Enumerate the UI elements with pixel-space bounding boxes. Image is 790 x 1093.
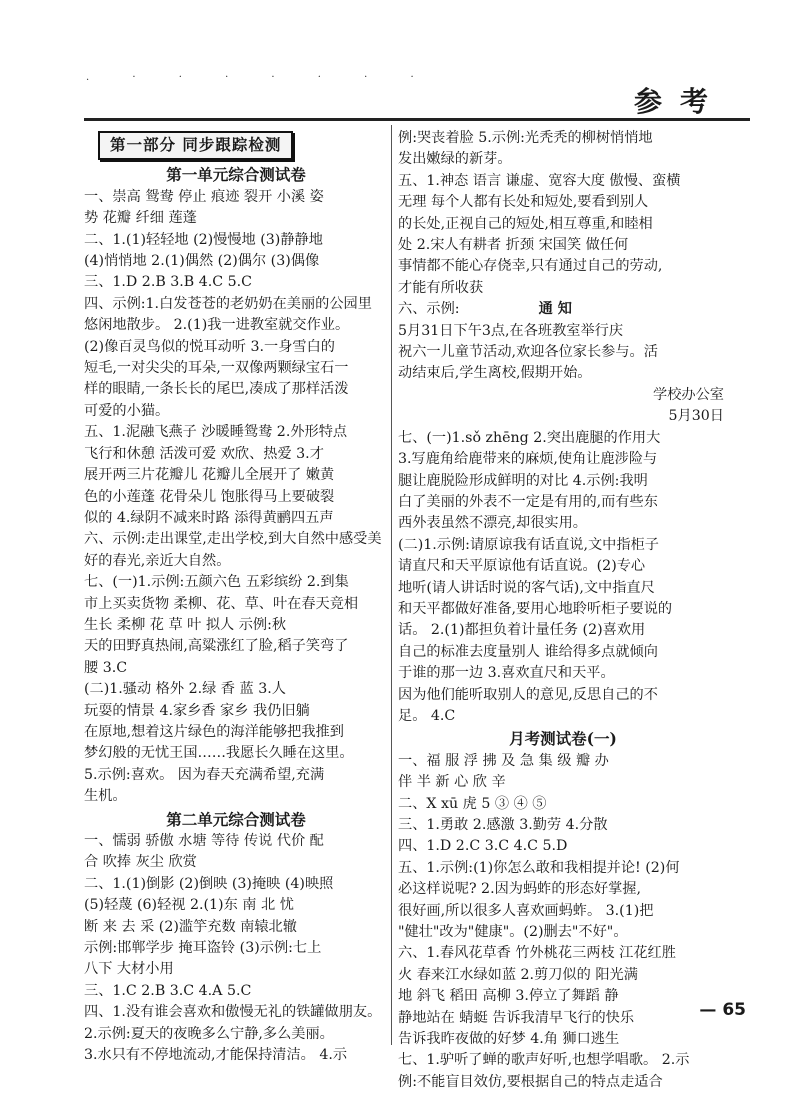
answer-line: 请直尺和天平原谅他有话直说。(2)专心 bbox=[398, 558, 646, 575]
answer-line: 的长处,正视自己的短处,相互尊重,和睦相 bbox=[398, 215, 653, 232]
answer-line: 玩耍的情景 4.家乡香 家乡 我仍旧躺 bbox=[84, 702, 310, 719]
monthly-test-title: 月考测试卷(一) bbox=[509, 729, 617, 749]
header-rule bbox=[84, 118, 750, 121]
answer-line: 地 斜飞 稻田 高柳 3.停立了舞蹈 静 bbox=[398, 988, 619, 1005]
answer-line: 事情都不能心存侥幸,只有通过自己的劳动, bbox=[398, 258, 663, 275]
answer-line: 似的 4.绿阴不减来时路 添得黄鹂四五声 bbox=[84, 509, 334, 526]
answer-line: 二、1.(1)倒影 (2)倒映 (3)掩映 (4)映照 bbox=[84, 875, 334, 892]
answer-line: (2)像百灵鸟似的悦耳动听 3.一身雪白的 bbox=[84, 338, 335, 355]
answer-line: 静地站在 蜻蜓 告诉我清早飞行的快乐 bbox=[398, 1009, 635, 1026]
answer-line: 很好画,所以很多人喜欢画蚂蚱。 3.(1)把 bbox=[398, 902, 654, 919]
notice-body bbox=[398, 321, 728, 385]
answer-line: "健壮"改为"健康"。(2)删去"不好"。 bbox=[398, 924, 628, 941]
answer-line: 好的春光,亲近大自然。 bbox=[84, 552, 231, 569]
column-divider bbox=[391, 125, 392, 1045]
answer-line: 五、1.泥融飞燕子 沙暖睡鸳鸯 2.外形特点 bbox=[84, 424, 348, 441]
answer-line: 西外表虽然不漂亮,却很实用。 bbox=[398, 515, 587, 532]
unit2-title: 第二单元综合测试卷 bbox=[166, 809, 306, 829]
answer-line: 短毛,一对尖尖的耳朵,一双像两颗绿宝石一 bbox=[84, 360, 349, 377]
answer-line: 一、崇高 鸳鸯 停止 痕迹 裂开 小溪 姿 bbox=[84, 188, 324, 205]
answer-line: 祝六一儿童节活动,欢迎各位家长参与。活 bbox=[398, 344, 658, 361]
scan-specks: . · · · · · · · bbox=[86, 72, 434, 83]
answer-line: 三、1.勇敢 2.感激 3.勤劳 4.分散 bbox=[398, 817, 608, 833]
answer-line: 七、1.驴听了蝉的歌声好听,也想学唱歌。 2.示 bbox=[398, 1052, 690, 1069]
notice-heading bbox=[398, 299, 728, 320]
answer-line: 必这样说呢? 2.因为蚂蚱的形态好掌握, bbox=[398, 881, 641, 898]
answer-line: 四、1.没有谁会喜欢和傲慢无礼的铁罐做朋友。 bbox=[84, 1004, 382, 1021]
answer-line: 色的小莲蓬 花骨朵儿 饱胀得马上要破裂 bbox=[84, 488, 335, 505]
notice-title: 通 知 bbox=[538, 301, 572, 318]
monthly-test-answers bbox=[398, 751, 728, 1093]
answer-line: (二)1.骚动 格外 2.绿 香 蓝 3.人 bbox=[84, 681, 286, 698]
answer-line: 无理 每个人都有长处和短处,要看到别人 bbox=[398, 194, 649, 211]
answer-line: 断 来 去 采 (2)滥竽充数 南辕北辙 bbox=[84, 918, 297, 935]
notice-date: 5月30日 bbox=[668, 408, 724, 425]
unit1-title: 第一单元综合测试卷 bbox=[166, 165, 306, 185]
answer-line: 展开两三片花瓣儿 花瓣儿全展开了 嫩黄 bbox=[84, 467, 335, 484]
answer-line: 3.写鹿角给鹿带来的麻烦,使角让鹿涉险与 bbox=[398, 451, 658, 468]
answer-line: 因为他们能听取别人的意见,反思自己的不 bbox=[398, 686, 658, 703]
answer-line: 一、懦弱 骄傲 水塘 等待 传说 代价 配 bbox=[84, 833, 324, 849]
answer-line: 自己的标准去度量别人 谁给得多点就倾向 bbox=[398, 643, 658, 660]
answer-line: (4)悄悄地 2.(1)偶然 (2)偶尔 (3)偶像 bbox=[84, 253, 320, 270]
answer-line: 足。 4.C bbox=[398, 707, 456, 724]
answer-line: 在原地,想着这片绿色的海洋能够把我推到 bbox=[84, 723, 344, 740]
answer-line: 势 花瓣 纤细 莲蓬 bbox=[84, 210, 197, 227]
answer-line: 告诉我昨夜做的好梦 4.角 狮口逃生 bbox=[398, 1031, 620, 1048]
unit2-answers bbox=[84, 831, 388, 1066]
answer-line: 和天平都做好准备,要用心地聆听柜子要说的 bbox=[398, 600, 673, 617]
answer-line: 三、1.D 2.B 3.B 4.C 5.C bbox=[84, 274, 253, 291]
answer-line: 火 春来江水绿如蓝 2.剪刀似的 阳光满 bbox=[398, 966, 638, 983]
left-column bbox=[84, 128, 388, 1066]
answer-line: 五、1.神态 语言 谦虚、宽容大度 傲慢、蛮横 bbox=[398, 172, 681, 189]
notice-label: 六、示例: bbox=[398, 301, 460, 318]
answer-line: 3.水只有不停地流动,才能保持清洁。 4.示 bbox=[84, 1047, 348, 1064]
section-seven-answers bbox=[398, 428, 728, 728]
answer-line: 生长 柔柳 花 草 叶 拟人 示例:秋 bbox=[84, 616, 287, 633]
answer-line: 四、示例:1.白发苍苍的老奶奶在美丽的公园里 bbox=[84, 295, 372, 312]
answer-line: 处 2.宋人有耕者 折颈 宋国笑 做任何 bbox=[398, 237, 629, 254]
right-column bbox=[398, 128, 728, 1093]
notice-signer: 学校办公室 bbox=[653, 386, 724, 403]
answer-line: (二)1.示例:请原谅我有话直说,文中指柜子 bbox=[398, 536, 659, 553]
answer-line: 生机。 bbox=[84, 788, 127, 805]
answer-line: 动结束后,学生离校,假期开始。 bbox=[398, 365, 592, 382]
answer-line: 三、1.C 2.B 3.C 4.A 5.C bbox=[84, 982, 252, 999]
answer-line: 六、1.春风花草香 竹外桃花三两枝 江花红胜 bbox=[398, 945, 676, 962]
answer-line: 合 吹捧 灰尘 欣赏 bbox=[84, 854, 197, 871]
answer-line: 飞行和休憩 活泼可爱 欢欣、热爱 3.才 bbox=[84, 445, 324, 462]
answer-line: 发出嫩绿的新芽。 bbox=[398, 151, 512, 168]
part-banner: 第一部分 同步跟踪检测 bbox=[98, 131, 293, 160]
answer-line: 八下 大材小用 bbox=[84, 961, 174, 978]
answer-line: 地听(请人讲话时说的客气话),文中指直尺 bbox=[398, 579, 655, 596]
answer-line: 样的眼睛,一条长长的尾巴,凑成了那样活泼 bbox=[84, 381, 349, 398]
answer-line: 2.示例:夏天的夜晚多么宁静,多么美丽。 bbox=[84, 1025, 334, 1042]
header-title: 参考 bbox=[633, 85, 726, 118]
answer-line: 腿让鹿脱险形成鲜明的对比 4.示例:我明 bbox=[398, 472, 648, 489]
answer-line: 七、(一)1.示例:五颜六色 五彩缤纷 2.到集 bbox=[84, 574, 349, 591]
answer-line: 一、福 服 浮 拂 及 急 集 级 瓣 办 bbox=[398, 752, 609, 769]
answer-line: 例:不能盲目效仿,要根据自己的特点走适合 bbox=[398, 1073, 663, 1090]
answer-line: 市上买卖货物 柔柳、花、草、叶在春天竞相 bbox=[84, 595, 359, 612]
answer-line: 四、1.D 2.C 3.C 4.C 5.D bbox=[398, 838, 568, 855]
answer-line: 二、1.(1)轻轻地 (2)慢慢地 (3)静静地 bbox=[84, 231, 323, 248]
answer-line: 六、示例:走出课堂,走出学校,到大自然中感受美 bbox=[84, 531, 382, 548]
answer-line: 伴 半 新 心 欣 辛 bbox=[398, 774, 506, 791]
answer-line: 悠闲地散步。 2.(1)我一进教室就交作业。 bbox=[84, 317, 350, 334]
answer-line: 白了美丽的外表不一定是有用的,而有些东 bbox=[398, 493, 658, 510]
answer-line: 才能有所收获 bbox=[398, 279, 484, 296]
answer-line: (5)轻蔑 (6)轻视 2.(1)东 南 北 忧 bbox=[84, 897, 294, 914]
answer-line: 5月31日下午3点,在各班教室举行庆 bbox=[398, 322, 624, 339]
unit1-answers bbox=[84, 187, 388, 808]
answer-line: 话。 2.(1)都担负着计量任务 (2)喜欢用 bbox=[398, 622, 646, 639]
answer-line: 梦幻般的无忧王国……我愿长久睡在这里。 bbox=[84, 745, 354, 762]
answer-line: 天的田野真热闹,高粱涨红了脸,稻子笑弯了 bbox=[84, 638, 349, 655]
unit2-answers-continued bbox=[398, 128, 728, 299]
answer-line: 腰 3.C bbox=[84, 659, 128, 676]
answer-line: 于谁的那一边 3.喜欢直尺和天平。 bbox=[398, 665, 615, 682]
answer-line: 七、(一)1.sǒ zhēng 2.突出鹿腿的作用大 bbox=[398, 429, 661, 446]
answer-line: 例:哭丧着脸 5.示例:光秃秃的柳树悄悄地 bbox=[398, 130, 653, 146]
page-number: — 65 bbox=[699, 1000, 746, 1020]
answer-line: 示例:邯郸学步 掩耳盗铃 (3)示例:七上 bbox=[84, 940, 322, 957]
answer-line: 二、X xū 虎 5 ③ ④ ⑤ bbox=[398, 795, 547, 812]
answer-line: 可爱的小猫。 bbox=[84, 402, 170, 419]
answer-line: 5.示例:喜欢。 因为春天充满希望,充满 bbox=[84, 766, 325, 783]
answer-line: 五、1.示例:(1)你怎么敢和我相提并论! (2)何 bbox=[398, 859, 680, 876]
